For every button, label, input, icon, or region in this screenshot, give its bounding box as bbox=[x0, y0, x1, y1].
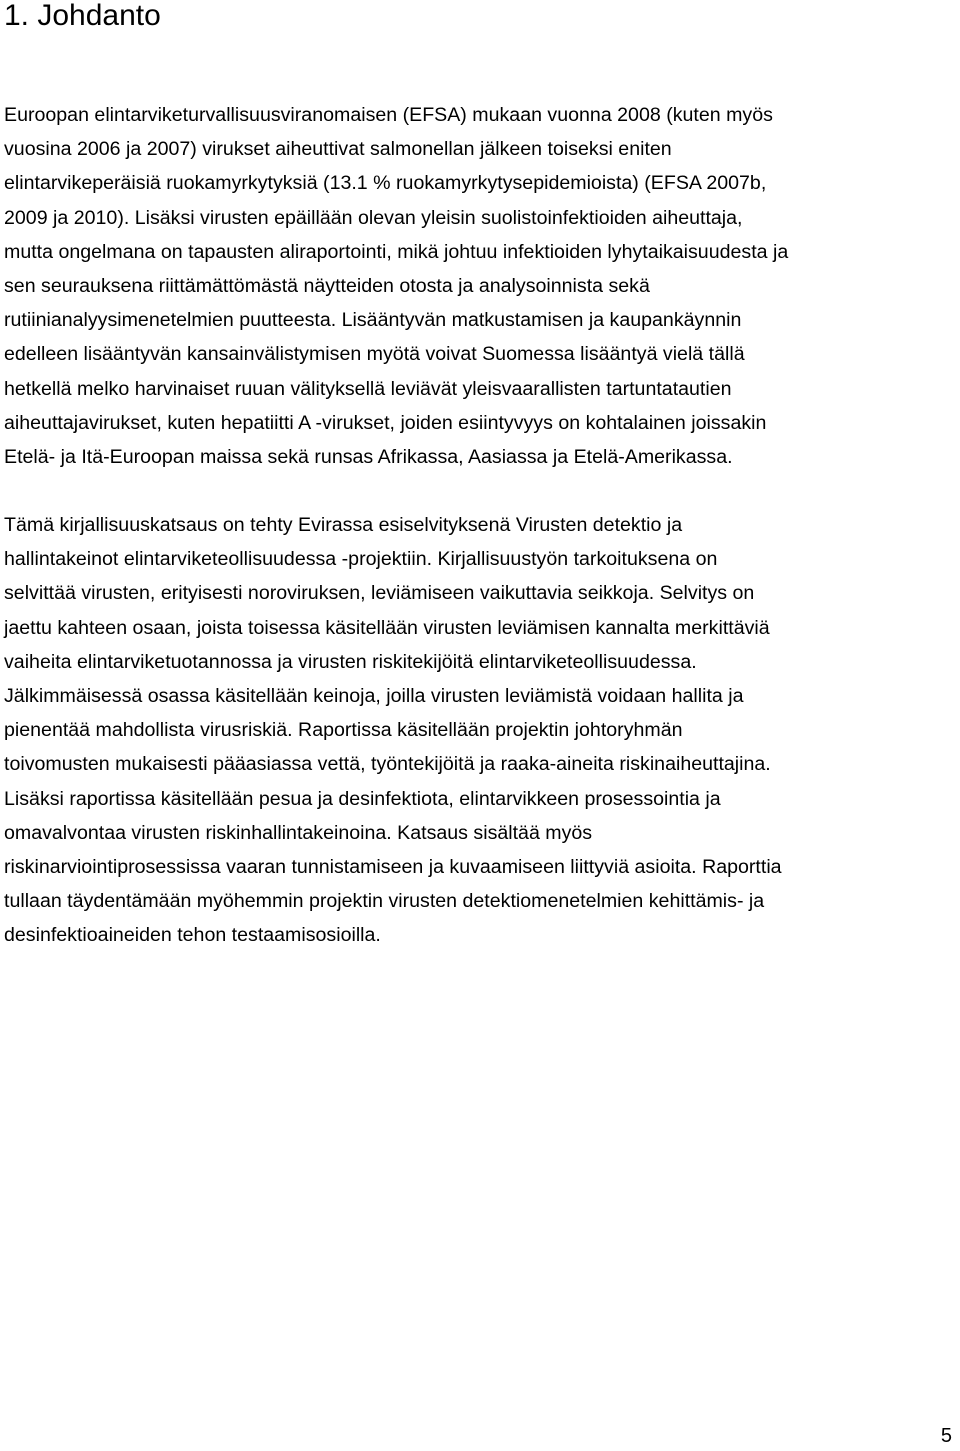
paragraph-2 bbox=[4, 508, 954, 953]
paragraph-line: pienentää mahdollista virusriskiä. Raportissa käsitellään projektin johtoryhmän bbox=[4, 719, 683, 742]
paragraph-line: elintarvikeperäisiä ruokamyrkytyksiä (13.1 % ruokamyrkytysepidemioista) (EFSA 2007b, bbox=[4, 172, 767, 195]
paragraph-1 bbox=[4, 98, 954, 474]
paragraph-line: vaiheita elintarviketuotannossa ja virusten riskitekijöitä elintarviketeollisuudessa. bbox=[4, 650, 697, 673]
paragraph-line: 2009 ja 2010). Lisäksi virusten epäillään olevan yleisin suolistoinfektioiden aiheuttaja, bbox=[4, 206, 743, 229]
paragraph-line: selvittää virusten, erityisesti noroviruksen, leviämiseen vaikuttavia seikkoja. Selvitys on bbox=[4, 582, 755, 605]
paragraph-line: jaettu kahteen osaan, joista toisessa käsitellään virusten leviämisen kannalta merkittäviä bbox=[4, 616, 770, 639]
paragraph-line: hetkellä melko harvinaiset ruuan välityksellä leviävät yleisvaarallisten tartuntatautien bbox=[4, 377, 732, 400]
paragraph-line: toivomusten mukaisesti pääasiassa vettä, työntekijöitä ja raaka-aineita riskinaiheuttajina. bbox=[4, 753, 771, 776]
paragraph-line: riskinarviointiprosessissa vaaran tunnistamiseen ja kuvaamiseen liittyviä asioita. Raporttia bbox=[4, 856, 782, 879]
paragraph-line: rutiinianalyysimenetelmien puutteesta. Lisääntyvän matkustamisen ja kaupankäynnin bbox=[4, 309, 742, 332]
paragraph-line: hallintakeinot elintarviketeollisuudessa -projektiin. Kirjallisuustyön tarkoituksena on bbox=[4, 548, 718, 571]
page-number: 5 bbox=[940, 1425, 952, 1447]
paragraph-line: Euroopan elintarviketurvallisuusviranomaisen (EFSA) mukaan vuonna 2008 (kuten myös bbox=[4, 104, 773, 126]
paragraph-line: mutta ongelmana on tapausten aliraportointi, mikä johtuu infektioiden lyhytaikaisuudesta ja bbox=[4, 240, 789, 263]
paragraph-line: edelleen lisääntyvän kansainvälistymisen myötä voivat Suomessa lisääntyä vielä tällä bbox=[4, 343, 745, 366]
paragraph-line: Etelä- ja Itä-Euroopan maissa sekä runsas Afrikassa, Aasiassa ja Etelä-Amerikassa. bbox=[4, 446, 733, 469]
paragraph-line: desinfektioaineiden tehon testaamisosioilla. bbox=[4, 924, 381, 947]
paragraph-line: Lisäksi raportissa käsitellään pesua ja desinfektiota, elintarvikkeen prosessointia ja bbox=[4, 787, 721, 810]
section-heading: 1. Johdanto bbox=[4, 0, 161, 32]
paragraph-line: aiheuttajavirukset, kuten hepatiitti A -virukset, joiden esiintyvyys on kohtalainen joissakin bbox=[4, 411, 767, 434]
paragraph-line: Jälkimmäisessä osassa käsitellään keinoja, joilla virusten leviämistä voidaan hallita ja bbox=[4, 685, 744, 708]
paragraph-line: Tämä kirjallisuuskatsaus on tehty Evirassa esiselvityksenä Virusten detektio ja bbox=[4, 514, 683, 536]
paragraph-line: sen seurauksena riittämättömästä näytteiden otosta ja analysoinnista sekä bbox=[4, 275, 650, 298]
paragraph-line: omavalvontaa virusten riskinhallintakeinoina. Katsaus sisältää myös bbox=[4, 821, 593, 844]
paragraph-line: tullaan täydentämään myöhemmin projektin virusten detektiomenetelmien kehittämis- ja bbox=[4, 890, 765, 913]
paragraph-line: vuosina 2006 ja 2007) virukset aiheuttivat salmonellan jälkeen toiseksi eniten bbox=[4, 138, 672, 161]
